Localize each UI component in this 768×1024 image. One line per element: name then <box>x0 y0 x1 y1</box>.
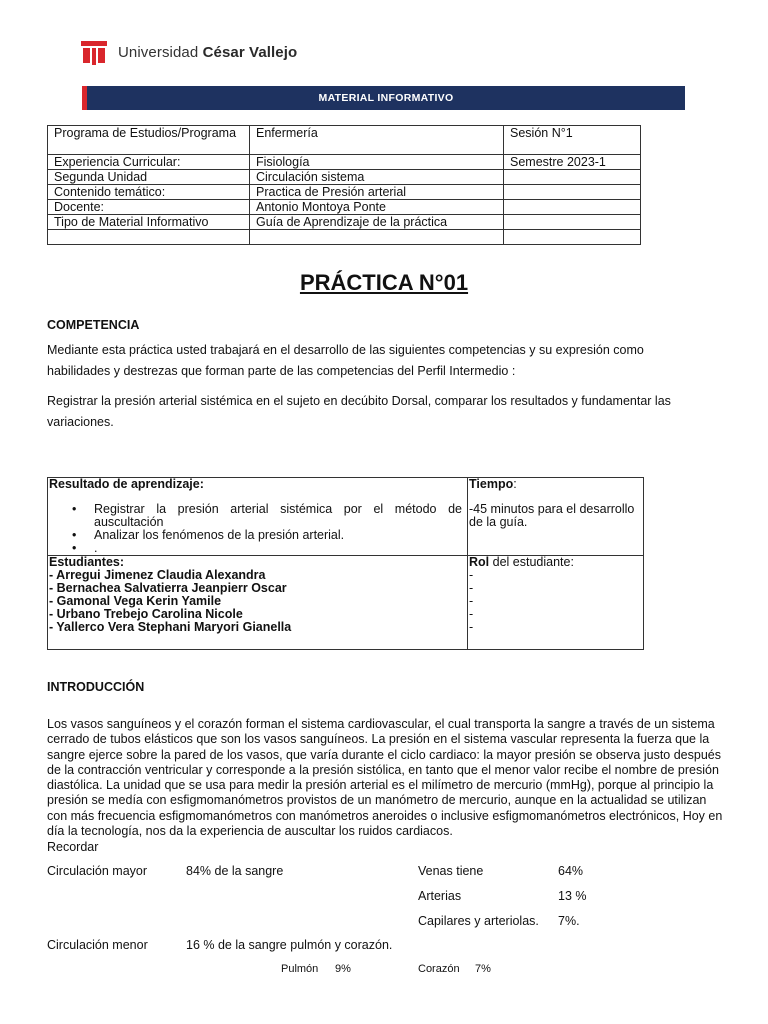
table-cell <box>250 230 504 245</box>
table-cell <box>504 200 641 215</box>
table-cell <box>504 230 641 245</box>
student-name: - Bernachea Salvatierra Jeanpierr Oscar <box>49 581 287 595</box>
introduccion-paragraph: Los vasos sanguíneos y el corazón forman el sistema cardiovascular, el cual transporta la sangre a través de un sistema cerrado de tubos elásticos que son los vasos sanguíneos. La presión en el sistema vascular representa la fuerza que la sangre ejerce sobre la pared de los vasos, que varía durante el ciclo cardiaco: la mayor presión se observa justo después de la contracción ventricular y corresponde a la presión sistólica, en tanto que el menor valor recibe el nombre de presión diastólica. La unidad que se usa para medir la presión arterial es el milímetro de mercurio (mmHg), porque al principio la presión se medía con esfigmomanómetros provistos de un manómetro de mercurio, aunque en la actualidad se utilizan con más frecuencia esfigmomanómetros con manómetros aneroides o inclusive esfigmomanómetros electrónicos, Hoy en día la tecnología, nos da la experiencia de auscultar los ruidos cardiacos. <box>47 717 723 839</box>
circulacion-mayor-label: Circulación mayor <box>47 864 148 878</box>
table-cell <box>504 185 641 200</box>
time-value: -45 minutos para el desarrollo de la guía. <box>469 502 635 529</box>
list-item: • . <box>49 542 466 555</box>
table-row <box>48 200 641 215</box>
competencia-objective: Registrar la presión arterial sistémica en el sujeto en decúbito Dorsal, comparar los resultados y fundamentar las variaciones. <box>47 394 671 429</box>
time-cell: Tiempo: -45 minutos para el desarrollo de la guía. <box>468 478 644 556</box>
role-dash: - <box>469 607 474 621</box>
university-name: Universidad César Vallejo <box>118 43 298 61</box>
venas-label: Venas tiene <box>418 864 484 878</box>
table-row <box>48 478 644 556</box>
table-cell <box>504 170 641 185</box>
list-item: • Analizar los fenómenos de la presión arterial. <box>49 529 466 542</box>
table-cell <box>504 215 641 230</box>
student-name: - Gamonal Vega Kerin Yamile <box>49 594 222 608</box>
venas-value: 64% <box>558 864 584 878</box>
arterias-label: Arterias <box>418 889 462 903</box>
table-row <box>48 556 644 650</box>
pulmon-value: 9% <box>335 963 351 975</box>
role-dash: - <box>469 620 474 634</box>
learning-result-cell <box>48 478 468 556</box>
introduccion-heading: INTRODUCCIÓN <box>47 680 145 694</box>
table-cell: Sesión N°1 <box>504 126 641 155</box>
corazon-label: Corazón <box>418 963 460 975</box>
table-cell: Practica de Presión arterial <box>250 185 504 200</box>
table-cell: Tipo de Material Informativo <box>48 215 250 230</box>
material-banner: MATERIAL INFORMATIVO <box>82 86 685 110</box>
practice-title: PRÁCTICA N°01 <box>299 270 469 295</box>
student-name: - Urbano Trebejo Carolina Nicole <box>49 607 243 621</box>
capilares-label: Capilares y arteriolas. <box>418 914 539 928</box>
table-cell: Experiencia Curricular: <box>48 155 250 170</box>
table-row <box>48 185 641 200</box>
students-label: Estudiantes: <box>49 555 125 569</box>
table-cell: Circulación sistema <box>250 170 504 185</box>
results-table <box>47 477 644 650</box>
table-cell: Segunda Unidad <box>48 170 250 185</box>
role-dash: - <box>469 594 474 608</box>
table-row <box>48 155 641 170</box>
student-name: - Arregui Jimenez Claudia Alexandra <box>49 568 266 582</box>
circulacion-menor-label: Circulación menor <box>47 938 148 952</box>
corazon-value: 7% <box>475 963 491 975</box>
table-row <box>48 215 641 230</box>
students-cell <box>48 556 468 650</box>
table-row <box>48 230 641 245</box>
student-name: - Yallerco Vera Stephani Maryori Gianella <box>49 620 292 634</box>
role-cell: Rol del estudiante: - - - - - <box>468 556 644 650</box>
competencia-heading: COMPETENCIA <box>47 318 140 332</box>
table-cell: Antonio Montoya Ponte <box>250 200 504 215</box>
info-table <box>47 125 641 245</box>
ucv-shield-icon <box>80 38 108 66</box>
role-dash: - <box>469 568 474 582</box>
circulacion-menor-value: 16 % de la sangre pulmón y corazón. <box>186 938 393 952</box>
list-item: • Registrar la presión arterial sistémica por el método de auscultación <box>49 503 466 529</box>
table-row <box>48 126 641 155</box>
table-cell: Docente: <box>48 200 250 215</box>
role-dash: - <box>469 581 474 595</box>
role-label: Rol <box>469 555 490 569</box>
university-logo <box>80 38 297 66</box>
table-cell: Guía de Aprendizaje de la práctica <box>250 215 504 230</box>
table-cell: Contenido temático: <box>48 185 250 200</box>
recordar-label: Recordar <box>47 840 99 854</box>
pulmon-label: Pulmón <box>281 963 319 975</box>
table-row <box>48 170 641 185</box>
table-cell <box>48 230 250 245</box>
arterias-value: 13 % <box>558 889 587 903</box>
table-cell: Semestre 2023-1 <box>504 155 641 170</box>
table-cell: Fisiología <box>250 155 504 170</box>
learning-result-list <box>49 503 466 555</box>
table-cell: Programa de Estudios/Programa <box>48 126 250 155</box>
time-label: Tiempo <box>469 477 514 491</box>
circulacion-mayor-value: 84% de la sangre <box>186 864 284 878</box>
capilares-value: 7%. <box>558 914 580 928</box>
competencia-paragraph: Mediante esta práctica usted trabajará en el desarrollo de las siguientes competencias y su expresión como habilidades y destrezas que forman parte de las competencias del Perfil Intermedio : <box>47 343 644 378</box>
table-cell: Enfermería <box>250 126 504 155</box>
learning-result-label: Resultado de aprendizaje: <box>49 477 204 491</box>
